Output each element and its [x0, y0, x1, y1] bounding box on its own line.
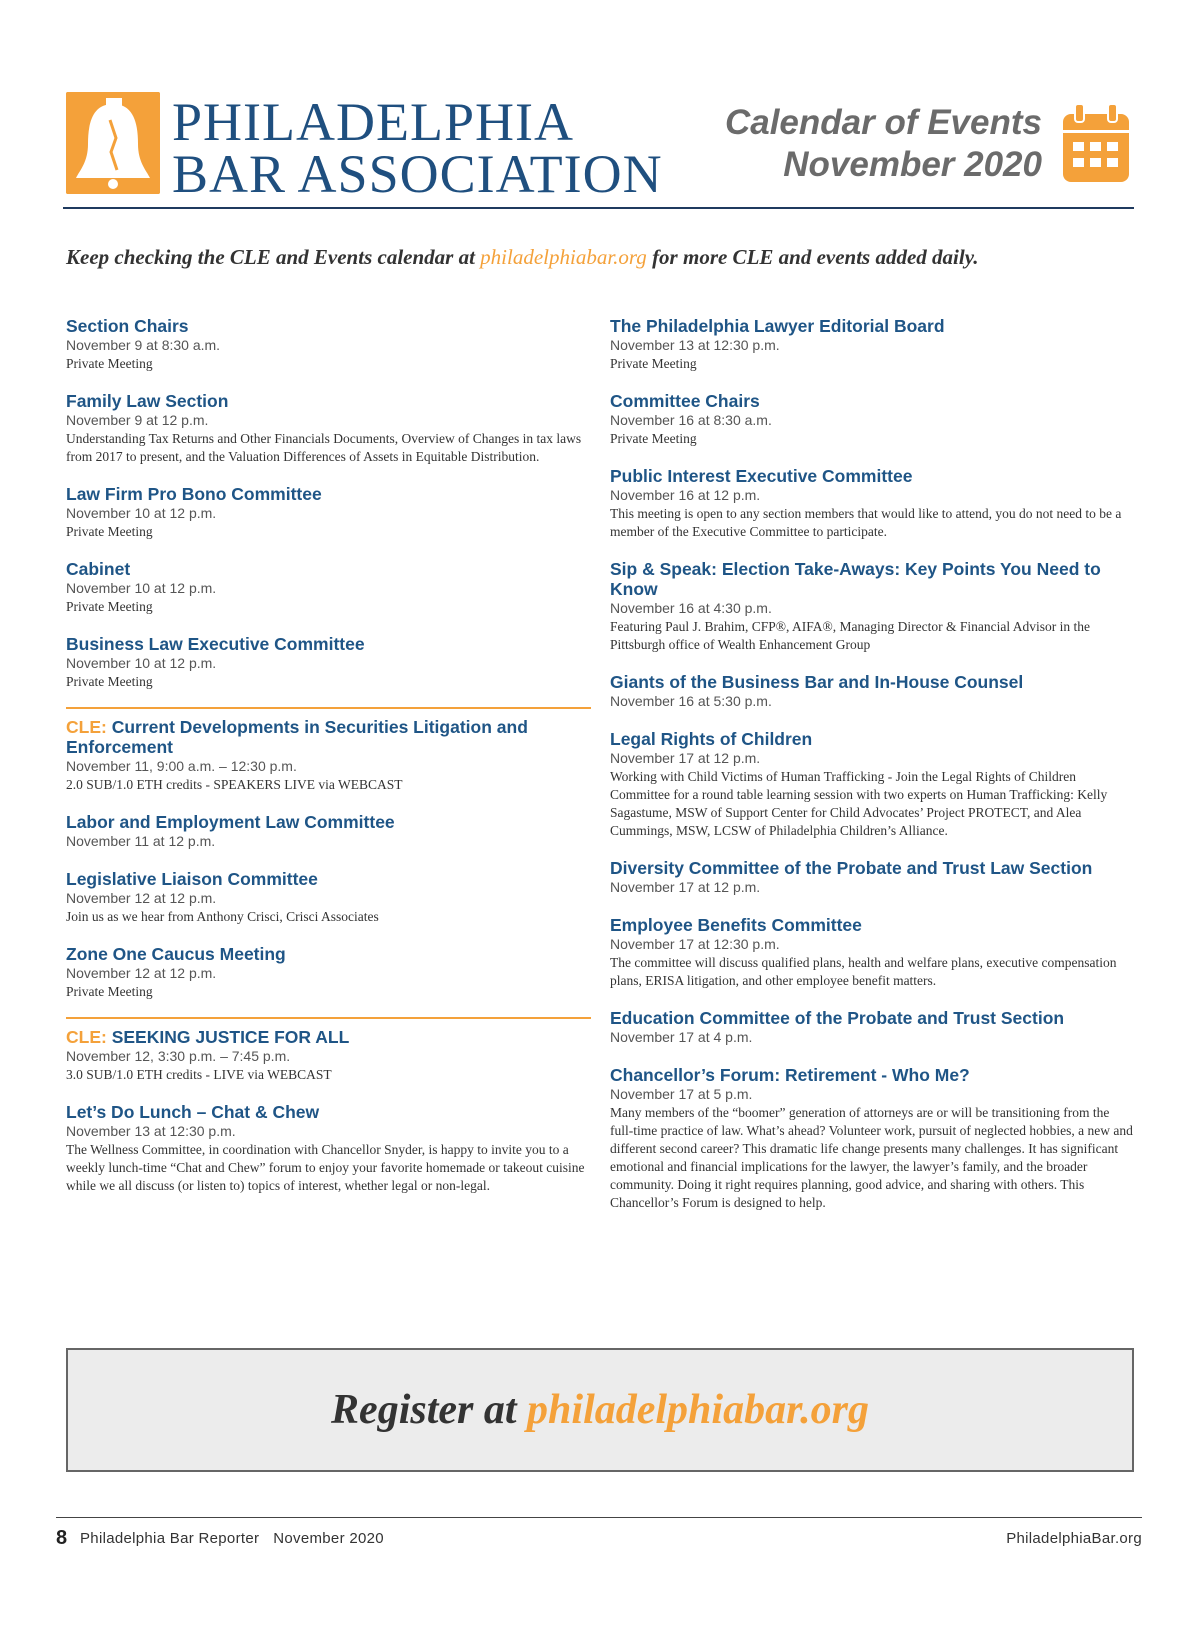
event-description: Private Meeting	[66, 599, 153, 614]
event-item	[66, 1102, 591, 1195]
event-title: Public Interest Executive Committee	[610, 466, 913, 486]
tagline-link[interactable]: philadelphiabar.org	[480, 245, 647, 269]
event-title: Let’s Do Lunch – Chat & Chew	[66, 1102, 320, 1122]
event-description: 2.0 SUB/1.0 ETH credits - SPEAKERS LIVE via WEBCAST	[66, 777, 403, 792]
website-link[interactable]: PhiladelphiaBar.org	[1006, 1530, 1142, 1547]
cle-divider	[66, 1017, 591, 1019]
event-title-text: SEEKING JUSTICE FOR ALL	[111, 1027, 350, 1047]
tagline-after: for more CLE and events added daily.	[652, 245, 979, 269]
event-description: Private Meeting	[610, 431, 697, 446]
logo-line-2: BAR ASSOCIATION	[172, 144, 663, 204]
calendar-month: November 2020	[783, 145, 1042, 184]
event-date: November 16 at 12 p.m.	[610, 487, 761, 503]
event-item	[610, 391, 1135, 448]
event-title	[66, 717, 591, 757]
event-date: November 17 at 4 p.m.	[610, 1029, 753, 1045]
register-banner	[66, 1348, 1134, 1472]
event-item	[66, 484, 591, 541]
event-description: Private Meeting	[610, 356, 697, 371]
event-title: The Philadelphia Lawyer Editorial Board	[610, 316, 945, 336]
event-date: November 10 at 12 p.m.	[66, 505, 217, 521]
event-date: November 10 at 12 p.m.	[66, 655, 217, 671]
events-right-column	[610, 316, 1135, 1230]
register-text	[68, 1386, 1132, 1434]
event-description: This meeting is open to any section members that would like to attend, you do not need to be a member of the Executive Committee to participate.	[610, 506, 1122, 539]
event-date: November 16 at 5:30 p.m.	[610, 693, 772, 709]
events-left-column	[66, 316, 591, 1213]
event-description: The committee will discuss qualified plans, health and welfare plans, executive compensation plans, ERISA litigation, and other employee benefit matters.	[610, 955, 1117, 988]
event-item	[610, 559, 1135, 654]
event-description: Working with Child Victims of Human Trafficking - Join the Legal Rights of Children Committee for a round table learning session with two experts on Human Trafficking: Kelly Sagastume, MSW of Support Center for Child Advocates’ Project PROTECT, and Alea Cummings, MSW, LCSW of Philadelphia Children’s Alliance.	[610, 769, 1108, 838]
event-description: Understanding Tax Returns and Other Financials Documents, Overview of Changes in tax laws from 2017 to present, and the Valuation Differences of Assets in Equitable Distribution.	[66, 431, 582, 464]
cle-label: CLE:	[66, 717, 107, 737]
event-description: Join us as we hear from Anthony Crisci, Crisci Associates	[66, 909, 379, 924]
event-title: Law Firm Pro Bono Committee	[66, 484, 322, 504]
page-number: 8	[56, 1527, 68, 1549]
event-title: Education Committee of the Probate and Trust Section	[610, 1008, 1065, 1028]
organization-logo	[172, 92, 663, 204]
event-title: Cabinet	[66, 559, 131, 579]
event-item	[610, 466, 1135, 541]
event-title: Legal Rights of Children	[610, 729, 813, 749]
event-item	[66, 812, 591, 851]
event-item	[610, 316, 1135, 373]
event-item	[610, 858, 1135, 897]
event-date: November 10 at 12 p.m.	[66, 580, 217, 596]
calendar-heading	[725, 102, 1042, 186]
event-date: November 17 at 12:30 p.m.	[610, 936, 780, 952]
event-date: November 13 at 12:30 p.m.	[66, 1123, 236, 1139]
liberty-bell-graphic	[66, 92, 160, 194]
event-description: Private Meeting	[66, 356, 153, 371]
event-description: Many members of the “boomer” generation of attorneys are or will be transitioning from the full-time practice of law. What’s ahead? Volunteer work, pursuit of neglected hobbies, a new and different second career? This dramatic life change presents many challenges. It has significant emotional and financial implications for the lawyer, the lawyer’s family, and the broader community. Doing it right requires planning, good advice, and sharing with others. This Chancellor’s Forum is designed to help.	[610, 1105, 1133, 1210]
calendar-title: Calendar of Events	[724, 103, 1042, 142]
event-date: November 17 at 12 p.m.	[610, 879, 761, 895]
liberty-bell-icon	[66, 92, 160, 194]
publication-name: Philadelphia Bar Reporter	[80, 1530, 260, 1547]
event-title: Zone One Caucus Meeting	[66, 944, 286, 964]
event-item	[66, 634, 591, 691]
event-title: Section Chairs	[66, 316, 189, 336]
header-divider	[63, 207, 1134, 209]
event-title: Sip & Speak: Election Take-Aways: Key Points You Need to Know	[610, 559, 1101, 599]
event-title: Giants of the Business Bar and In-House Counsel	[610, 672, 1024, 692]
event-date: November 17 at 12 p.m.	[610, 750, 761, 766]
event-date: November 13 at 12:30 p.m.	[610, 337, 780, 353]
event-title: Legislative Liaison Committee	[66, 869, 318, 889]
event-title-text: Current Developments in Securities Litigation and Enforcement	[66, 717, 528, 757]
event-title: Employee Benefits Committee	[610, 915, 862, 935]
tagline	[66, 245, 1146, 270]
calendar-icon	[1061, 104, 1131, 184]
event-title	[66, 1027, 591, 1047]
cle-divider	[66, 707, 591, 709]
cle-event-item	[66, 1027, 591, 1084]
event-date: November 12, 3:30 p.m. – 7:45 p.m.	[66, 1048, 291, 1064]
event-date: November 16 at 4:30 p.m.	[610, 600, 772, 616]
event-item	[610, 672, 1135, 711]
event-item	[66, 391, 591, 466]
event-description: Featuring Paul J. Brahim, CFP®, AIFA®, Managing Director & Financial Advisor in the Pittsburgh office of Wealth Enhancement Group	[610, 619, 1090, 652]
event-item	[66, 944, 591, 1001]
cle-label: CLE:	[66, 1027, 107, 1047]
event-title: Labor and Employment Law Committee	[66, 812, 395, 832]
footer-divider	[56, 1517, 1142, 1518]
register-label: Register at	[331, 1387, 517, 1433]
publication-info	[80, 1530, 384, 1547]
page-footer	[56, 1527, 1142, 1557]
event-item	[610, 915, 1135, 990]
cle-event-item	[66, 717, 591, 794]
event-title: Diversity Committee of the Probate and Trust Law Section	[610, 858, 1093, 878]
tagline-before: Keep checking the CLE and Events calendar at	[66, 245, 475, 269]
event-item	[66, 559, 591, 616]
event-item	[610, 1065, 1135, 1212]
event-item	[610, 729, 1135, 840]
event-date: November 12 at 12 p.m.	[66, 965, 217, 981]
register-link[interactable]: philadelphiabar.org	[527, 1387, 869, 1433]
event-date: November 11, 9:00 a.m. – 12:30 p.m.	[66, 758, 297, 774]
event-description: The Wellness Committee, in coordination with Chancellor Snyder, is happy to invite you to a weekly lunch-time “Chat and Chew” forum to enjoy your favorite homemade or takeout cuisine while we all discuss (or listen to) topics of interest, whether legal or non-legal.	[66, 1142, 585, 1193]
logo-line-1: PHILADELPHIA	[172, 92, 574, 152]
event-date: November 12 at 12 p.m.	[66, 890, 217, 906]
event-title: Committee Chairs	[610, 391, 760, 411]
event-description: Private Meeting	[66, 984, 153, 999]
event-description: 3.0 SUB/1.0 ETH credits - LIVE via WEBCAST	[66, 1067, 332, 1082]
event-item	[66, 316, 591, 373]
event-title: Family Law Section	[66, 391, 229, 411]
event-item	[610, 1008, 1135, 1047]
event-item	[66, 869, 591, 926]
event-description: Private Meeting	[66, 524, 153, 539]
issue-date: November 2020	[273, 1530, 384, 1547]
event-date: November 16 at 8:30 a.m.	[610, 412, 772, 428]
event-date: November 9 at 8:30 a.m.	[66, 337, 221, 353]
event-title: Chancellor’s Forum: Retirement - Who Me?	[610, 1065, 970, 1085]
event-date: November 11 at 12 p.m.	[66, 833, 216, 849]
event-date: November 9 at 12 p.m.	[66, 412, 209, 428]
event-description: Private Meeting	[66, 674, 153, 689]
event-date: November 17 at 5 p.m.	[610, 1086, 753, 1102]
event-title: Business Law Executive Committee	[66, 634, 365, 654]
